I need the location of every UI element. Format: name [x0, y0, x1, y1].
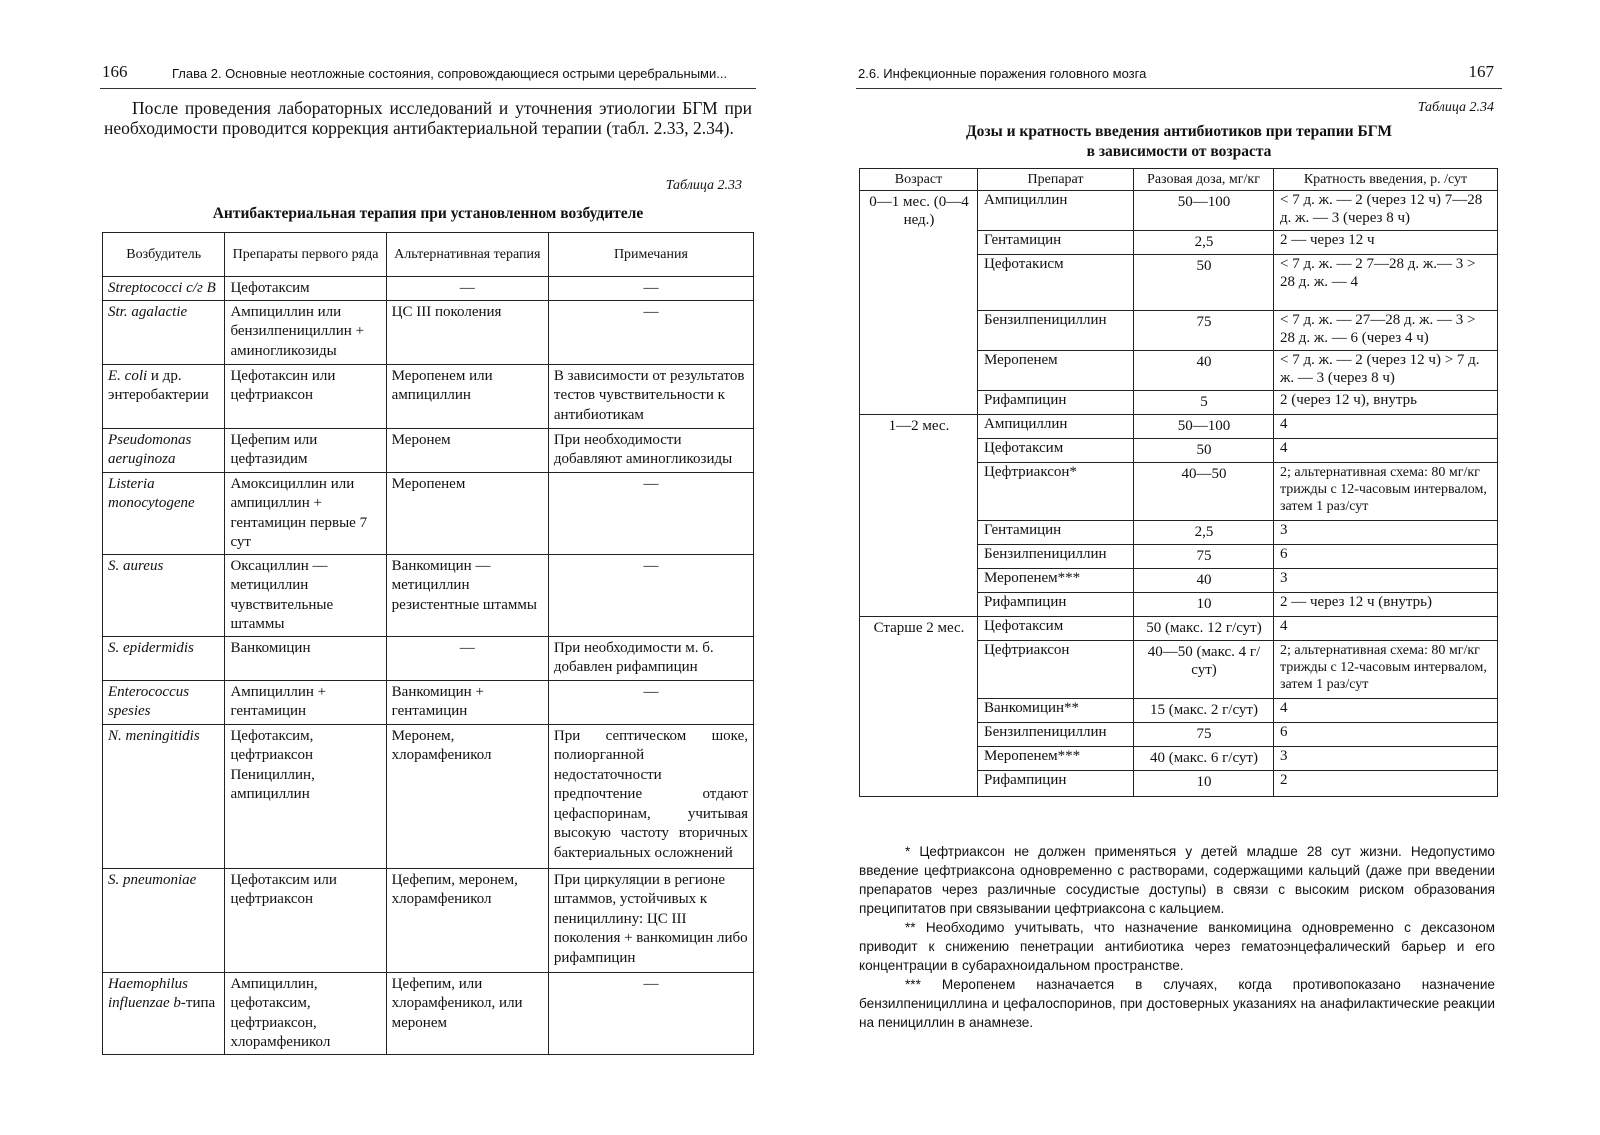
dose-cell: 2,5 [1134, 231, 1274, 255]
frequency-cell: 4 [1274, 439, 1498, 463]
table-row [103, 364, 754, 428]
dose-cell: 40 (макс. 6 г/сут) [1134, 747, 1274, 771]
drug-cell: Бензилпенициллин [978, 545, 1134, 569]
header-cell: Возраст [860, 169, 978, 191]
dose-cell: 75 [1134, 723, 1274, 747]
alternative-cell: Цефепим, или хлорамфеникол, или меронем [386, 972, 548, 1054]
intro-paragraph: После проведения лабораторных исследований и уточнения этиологии БГМ при необходимости проводится коррекция антибактериальной терапии (табл. 2.33, 2.34). [104, 98, 752, 138]
table-number: Таблица 2.34 [1417, 100, 1494, 115]
notes-cell: — [548, 300, 753, 364]
notes-cell: При септическом шоке, полиорганной недостаточности предпочтение отдают цефаспоринам, учитывая высокую частоту вторичных бактериальных осложнений [548, 724, 753, 868]
dose-cell: 40 [1134, 351, 1274, 391]
alternative-cell: Меронем, хлорамфеникол [386, 724, 548, 868]
pathogen-suffix: и др. энтеробактерии [108, 367, 209, 403]
dose-cell: 50—100 [1134, 191, 1274, 231]
running-title: 2.6. Инфекционные поражения головного мозга [858, 66, 1147, 81]
frequency-cell: 2 — через 12 ч [1274, 231, 1498, 255]
frequency-cell: 2 (через 12 ч), внутрь [1274, 391, 1498, 415]
alternative-cell: Меропенем или ампициллин [386, 364, 548, 428]
drug-cell: Бензилпенициллин [978, 311, 1134, 351]
table-row [103, 554, 754, 636]
first-line-cell: Оксациллин — метициллин чувствительные штаммы [225, 554, 386, 636]
first-line-cell: Цефепим или цефтазидим [225, 428, 386, 472]
notes-cell: В зависимости от результатов тестов чувствительности к антибиотикам [548, 364, 753, 428]
frequency-cell: 4 [1274, 699, 1498, 723]
frequency-cell: 2; альтернативная схема: 80 мг/кг трижды с 12-часовым интервалом, затем 1 раз/сут [1274, 641, 1498, 699]
first-line-cell: Цефотаксим, цефтриаксон Пенициллин, ампициллин [225, 724, 386, 868]
frequency-cell: 3 [1274, 569, 1498, 593]
drug-cell: Рифампицин [978, 593, 1134, 617]
frequency-cell: 3 [1274, 521, 1498, 545]
frequency-cell: 2 [1274, 771, 1498, 797]
pathogen-cell: N. meningitidis [103, 724, 225, 868]
first-line-cell: Цефотаксим [225, 277, 386, 301]
antibacterial-table [102, 232, 754, 1055]
running-header [100, 60, 756, 89]
table-row [860, 191, 1498, 231]
drug-cell: Бензилпенициллин [978, 723, 1134, 747]
alternative-cell: ЦС III поколения [386, 300, 548, 364]
table-row [103, 300, 754, 364]
drug-cell: Гентамицин [978, 521, 1134, 545]
age-cell: Старше 2 мес. [860, 617, 978, 797]
footnotes [859, 842, 1495, 1032]
table-row [103, 972, 754, 1054]
dose-cell: 50 [1134, 439, 1274, 463]
drug-cell: Цефотаксим [978, 617, 1134, 641]
header-cell: Альтернативная терапия [386, 233, 548, 277]
pathogen-cell: Pseudomonas aeruginoza [103, 428, 225, 472]
first-line-cell: Цефотаксим или цефтриаксон [225, 868, 386, 972]
first-line-cell: Цефотаксин или цефтриаксон [225, 364, 386, 428]
drug-cell: Рифампицин [978, 391, 1134, 415]
alternative-cell: Меропенем [386, 472, 548, 554]
table-row [103, 868, 754, 972]
frequency-cell: 4 [1274, 415, 1498, 439]
alternative-cell: Цефепим, меронем, хлорамфеникол [386, 868, 548, 972]
frequency-cell: < 7 д. ж. — 2 (через 12 ч) 7—28 д. ж. — 3 (через 8 ч) [1274, 191, 1498, 231]
frequency-cell: < 7 д. ж. — 27—28 д. ж. — 3 > 28 д. ж. — 6 (через 4 ч) [1274, 311, 1498, 351]
age-cell: 0—1 мес. (0—4 нед.) [860, 191, 978, 415]
drug-cell: Цефтриаксон [978, 641, 1134, 699]
first-line-cell: Ампициллин + гентамицин [225, 680, 386, 724]
table-title: Антибактериальная терапия при установленном возбудителе [212, 205, 644, 222]
first-line-cell: Ванкомицин [225, 636, 386, 680]
alternative-cell: Ванкомицин — метициллин резистентные штаммы [386, 554, 548, 636]
dose-cell: 40 [1134, 569, 1274, 593]
table-row [860, 415, 1498, 439]
notes-cell: — [548, 277, 753, 301]
frequency-cell: 2; альтернативная схема: 80 мг/кг трижды с 12-часовым интервалом, затем 1 раз/сут [1274, 463, 1498, 521]
table-row [103, 636, 754, 680]
notes-cell: — [548, 472, 753, 554]
dose-cell: 40—50 [1134, 463, 1274, 521]
table-row [103, 724, 754, 868]
pathogen-suffix: -типа [180, 995, 216, 1011]
notes-cell: При необходимости добавляют аминогликозиды [548, 428, 753, 472]
pathogen-cell: S. epidermidis [103, 636, 225, 680]
first-line-cell: Ампициллин или бензилпенициллин + аминогликозиды [225, 300, 386, 364]
footnote: *** Меропенем назначается в случаях, когда противопоказано назначение бензилпенициллина и цефалоспоринов, при достоверных указаниях на анафилактические реакции на пенициллин в анамнезе. [859, 977, 1495, 1030]
dose-cell: 2,5 [1134, 521, 1274, 545]
notes-cell: — [548, 680, 753, 724]
first-line-cell: Амоксициллин или ампициллин + гентамицин первые 7 сут [225, 472, 386, 554]
alternative-cell: Ванкомицин + гентамицин [386, 680, 548, 724]
table-title-line: в зависимости от возраста [1086, 143, 1272, 160]
dose-cell: 75 [1134, 545, 1274, 569]
running-title: Глава 2. Основные неотложные состояния, сопровождающиеся острыми церебральными... [172, 66, 728, 81]
header-cell: Препараты первого ряда [225, 233, 386, 277]
pathogen-cell: Enterococcus spesies [103, 680, 225, 724]
table-row [103, 277, 754, 301]
drug-cell: Меропенем*** [978, 569, 1134, 593]
dose-cell: 50—100 [1134, 415, 1274, 439]
dose-cell: 40—50 (макс. 4 г/сут) [1134, 641, 1274, 699]
dose-cell: 75 [1134, 311, 1274, 351]
page-number: 166 [102, 62, 128, 81]
table-row [103, 428, 754, 472]
drug-cell: Рифампицин [978, 771, 1134, 797]
pathogen-cell: S. aureus [103, 554, 225, 636]
alternative-cell: — [386, 636, 548, 680]
dose-cell: 10 [1134, 771, 1274, 797]
pathogen-cell [103, 364, 225, 428]
drug-cell: Цефтриаксон* [978, 463, 1134, 521]
notes-cell: — [548, 554, 753, 636]
drug-cell: Гентамицин [978, 231, 1134, 255]
alternative-cell: — [386, 277, 548, 301]
header-cell: Кратность введения, р. /сут [1274, 169, 1498, 191]
dose-cell: 50 (макс. 12 г/сут) [1134, 617, 1274, 641]
pathogen-cell: Listeria monocytogene [103, 472, 225, 554]
pathogen-cell [103, 972, 225, 1054]
notes-cell: — [548, 972, 753, 1054]
drug-cell: Меропенем [978, 351, 1134, 391]
header-cell: Примечания [548, 233, 753, 277]
notes-cell: При циркуляции в регионе штаммов, устойчивых к пенициллину: ЦС III поколения + ванкомицин либо рифампицин [548, 868, 753, 972]
table-row [860, 617, 1498, 641]
drug-cell: Ампициллин [978, 191, 1134, 231]
dose-cell: 50 [1134, 255, 1274, 311]
frequency-cell: 2 — через 12 ч (внутрь) [1274, 593, 1498, 617]
drug-cell: Ванкомицин** [978, 699, 1134, 723]
age-cell: 1—2 мес. [860, 415, 978, 617]
header-cell: Разовая доза, мг/кг [1134, 169, 1274, 191]
pathogen-name: E. coli [108, 367, 148, 384]
alternative-cell: Меронем [386, 428, 548, 472]
drug-cell: Ампициллин [978, 415, 1134, 439]
first-line-cell: Ампициллин, цефотаксим, цефтриаксон, хлорамфеникол [225, 972, 386, 1054]
pathogen-cell: Streptococci с/г B [103, 277, 225, 301]
pathogen-cell: S. pneumoniae [103, 868, 225, 972]
dose-cell: 10 [1134, 593, 1274, 617]
table-row [103, 472, 754, 554]
frequency-cell: 3 [1274, 747, 1498, 771]
frequency-cell: 6 [1274, 545, 1498, 569]
running-header [856, 60, 1502, 89]
table-row [103, 680, 754, 724]
table-title-line: Дозы и кратность введения антибиотиков при терапии БГМ [966, 123, 1392, 140]
dose-cell: 5 [1134, 391, 1274, 415]
pathogen-cell: Str. agalactie [103, 300, 225, 364]
header-cell: Препарат [978, 169, 1134, 191]
drug-cell: Цефотакисм [978, 255, 1134, 311]
notes-cell: При необходимости м. б. добавлен рифампицин [548, 636, 753, 680]
dose-cell: 15 (макс. 2 г/сут) [1134, 699, 1274, 723]
page-number: 167 [1468, 62, 1494, 81]
frequency-cell: 6 [1274, 723, 1498, 747]
drug-cell: Цефотаксим [978, 439, 1134, 463]
footnote: ** Необходимо учитывать, что назначение ванкомицина одновременно с дексазоном приводит к снижению пенетрации антибиотика через гематоэнцефалический барьер и его концентрации в субарахноидальном пространстве. [859, 920, 1495, 973]
frequency-cell: < 7 д. ж. — 2 7—28 д. ж.— 3 > 28 д. ж. — 4 [1274, 255, 1498, 311]
header-cell: Возбудитель [103, 233, 225, 277]
drug-cell: Меропенем*** [978, 747, 1134, 771]
dosage-table [859, 168, 1498, 797]
table-number: Таблица 2.33 [665, 178, 742, 193]
frequency-cell: 4 [1274, 617, 1498, 641]
table-title [856, 122, 1502, 162]
footnote: * Цефтриаксон не должен применяться у детей младше 28 сут жизни. Недопустимо введение цефтриаксона одновременно с растворами, содержащими кальций (даже при введении препаратов через различные сосудистые доступы) в связи с высоким риском образования преципитатов при связывании цефтриаксона с кальцием. [859, 844, 1495, 916]
frequency-cell: < 7 д. ж. — 2 (через 12 ч) > 7 д. ж. — 3 (через 8 ч) [1274, 351, 1498, 391]
pathogen-name: Haemophilus influenzae b [108, 975, 188, 1011]
